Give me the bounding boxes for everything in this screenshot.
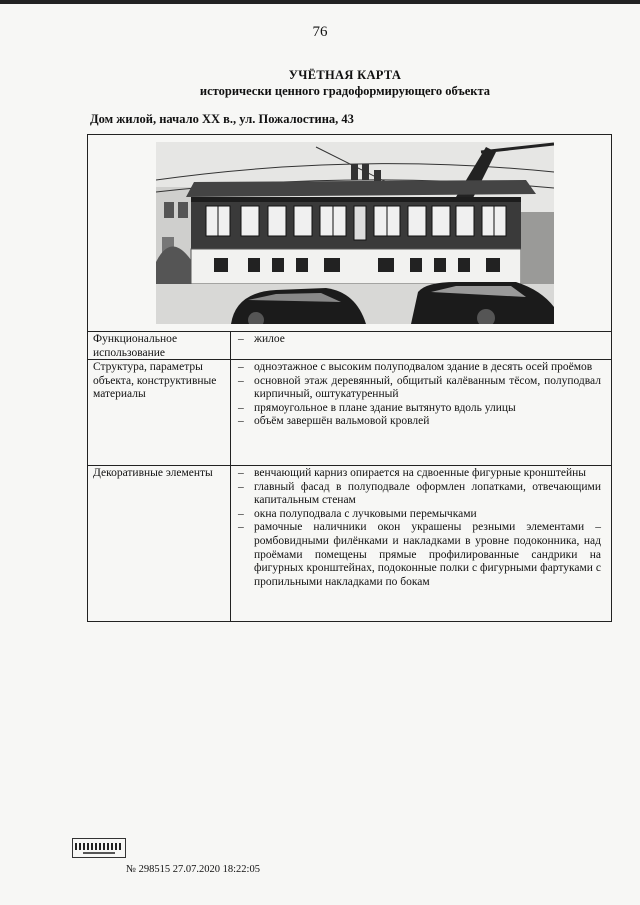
row-label: Структура, параметры объекта, конструктивные материалы: [93, 361, 217, 400]
row-label: Декоративные элементы: [93, 467, 213, 479]
list-item: – окна полуподвала с лучковыми перемычками: [236, 508, 601, 522]
page-number: 76: [312, 24, 328, 40]
row-items: [236, 361, 601, 429]
row-items: [236, 467, 601, 589]
list-item: – рамочные наличники окон украшены резными элементами – ромбовидными филёнками и накладками в уровне подоконника, над проёмами помещены прямые профилированные сандрики на фигурных кронштейнах, подоконные полки с фигурными фартуками с пропильными накладками по бокам: [236, 521, 601, 589]
stamp-icon: [72, 838, 126, 858]
list-item: – венчающий карниз опирается на сдвоенные фигурные кронштейны: [236, 467, 601, 481]
list-item: – объём завершён вальмовой кровлей: [236, 415, 601, 429]
row-function: [88, 331, 611, 360]
top-border: [0, 0, 640, 4]
row-items: [236, 333, 601, 347]
row-decorative: [88, 465, 611, 621]
list-item: – главный фасад в полуподвале оформлен лопатками, отвечающими капитальным стенам: [236, 481, 601, 508]
document-registration-mark: № 298515 27.07.2020 18:22:05: [126, 864, 260, 875]
list-item: – прямоугольное в плане здание вытянуто вдоль улицы: [236, 402, 601, 416]
row-structure: [88, 359, 611, 466]
object-name: Дом жилой, начало XX в., ул. Пожалостина, 43: [90, 112, 354, 126]
list-item: – одноэтажное с высоким полуподвалом здание в десять осей проёмов: [236, 361, 601, 375]
list-item: – жилое: [236, 333, 601, 347]
photo-cell: [88, 135, 611, 332]
card-subtitle: исторически ценного градоформирующего объекта: [199, 84, 491, 98]
row-label: Функциональное использование: [93, 333, 178, 359]
record-card-table: [87, 134, 612, 622]
building-photo: [156, 142, 554, 324]
list-item: – основной этаж деревянный, общитый калёванным тёсом, полуподвал кирпичный, оштукатуренный: [236, 375, 601, 402]
card-title: УЧЁТНАЯ КАРТА: [288, 68, 402, 82]
